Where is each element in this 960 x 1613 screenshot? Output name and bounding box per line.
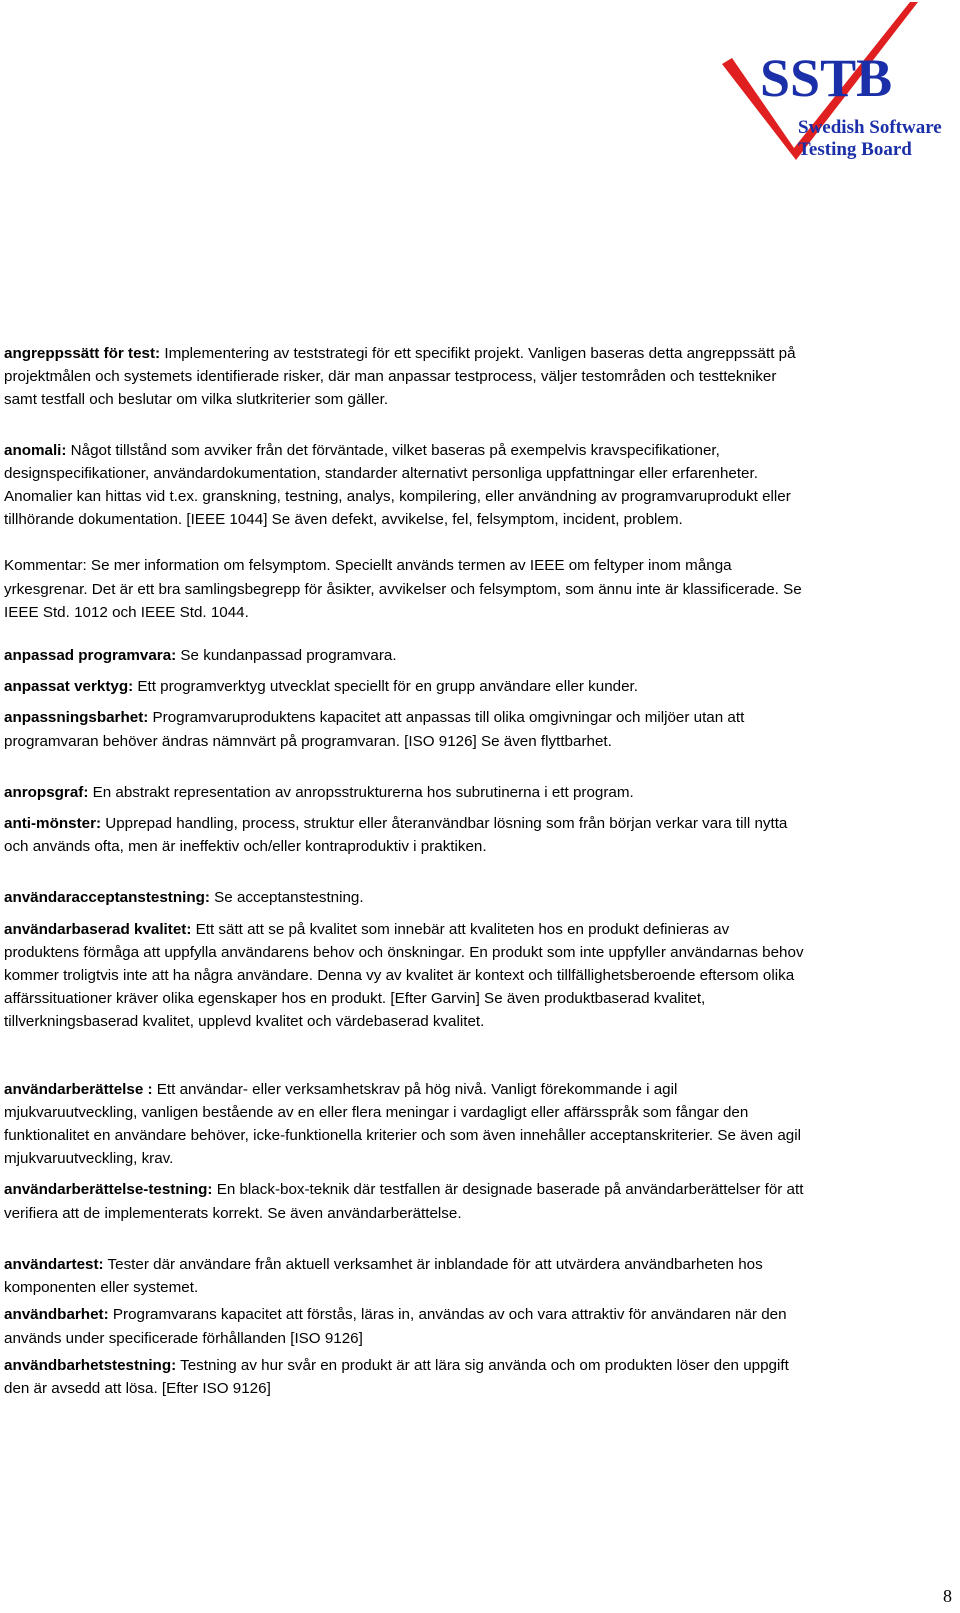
term: anpassad programvara: <box>4 647 177 665</box>
glossary-entry <box>4 554 804 624</box>
term: anropsgraf: <box>4 783 89 801</box>
term: användbarhetstestning: <box>4 1356 177 1374</box>
glossary-entry <box>4 812 804 858</box>
term: användbarhet: <box>4 1306 109 1324</box>
definition: Testning av hur svår en produkt är att lära sig använda och om produkten löser den uppgift den är avsedd att lösa. [Efter ISO 9126] <box>4 1356 789 1397</box>
glossary-entry <box>4 644 804 667</box>
glossary-entry <box>4 675 804 698</box>
glossary-entry <box>4 1178 804 1224</box>
glossary-entry <box>4 706 804 752</box>
glossary-entry <box>4 485 804 531</box>
checkmark-logo-graphic <box>722 0 956 170</box>
term: anpassningsbarhet: <box>4 709 149 727</box>
glossary-entry <box>4 1354 804 1400</box>
definition: Tester där användare från aktuell verksamhet är inblandade för att utvärdera användbarheten hos komponenten eller systemet. <box>4 1255 763 1297</box>
term: anpassat verktyg: <box>4 678 134 696</box>
definition: Se acceptanstestning. <box>209 889 364 907</box>
definition: Ett sätt att se på kvalitet som innebär att kvaliteten hos en produkt definieras av produktens förmåga att uppfylla användarens behov och önskningar. En produkt som inte uppfyller användarnas behov kommer troligtvis inte att ha några användare. Denna vy av kvalitet är kontext och tillfällighetsberoende eftersom olika affärssituationer kräver olika egenskaper hos en produkt. [Efter Garvin] Se även produktbaserad kvalitet, tillverkningsbaserad kvalitet, upplevd kvalitet och värdebaserad kvalitet. <box>4 920 804 1031</box>
definition: Programvaruproduktens kapacitet att anpassas till olika omgivningar och miljöer utan att programvaran behöver ändras nämnvärt på programvaran. [ISO 9126] Se även flyttbarhet. <box>4 709 745 750</box>
definition: Implementering av teststrategi för ett specifikt projekt. Vanligen baseras detta angreppssätt på projektmålen och systemets identifierade risker, där man anpassar testprocess, väljer testområden och testtekniker samt testfall och beslutar om vilka slutkriterier som gäller. <box>4 345 796 409</box>
definition: Något tillstånd som avviker från det förväntade, vilket baseras på exempelvis kravspecifikationer, designspecifikationer, användardokumentation, standarder alternativt personliga uppfattningar eller erfarenheter. <box>4 441 758 482</box>
glossary-entry <box>4 1253 804 1299</box>
definition: Ett programverktyg utvecklat speciellt för en grupp användare eller kunder. <box>133 678 638 696</box>
definition: Ett användar- eller verksamhetskrav på hög nivå. Vanligt förekommande i agil mjukvaruutveckling, vanligen bestående av en eller flera meningar i vardagligt eller affärsspråk som fångar den funktionalitet en användare behöver, icke-funktionella kriterier och som även innehåller acceptanskriterier. Se även agil mjukvaruutveckling, krav. <box>4 1080 801 1168</box>
term: användartest: <box>4 1255 104 1273</box>
term: användarberättelse : <box>4 1080 153 1098</box>
glossary-entry <box>4 1078 804 1171</box>
logo-line2: Testing Board <box>798 139 912 160</box>
definition: Programvarans kapacitet att förstås, läras in, användas av och vara attraktiv för användaren när den används under specificerade förhållanden [ISO 9126] <box>4 1306 787 1347</box>
term: angreppssätt för test: <box>4 345 161 362</box>
glossary-entry <box>4 1303 804 1349</box>
sstb-logo <box>722 0 956 170</box>
term: anti-mönster: <box>4 815 102 833</box>
glossary-entry <box>4 886 804 909</box>
glossary-entries <box>4 342 804 1400</box>
term: användarbaserad kvalitet: <box>4 920 192 938</box>
page-number: 8 <box>943 1586 952 1606</box>
glossary-entry <box>4 439 804 485</box>
definition: En black-box-teknik där testfallen är designade baserade på användarberättelser för att verifiera att de implementerats korrekt. Se även användarberättelse. <box>4 1181 804 1222</box>
definition: Upprepad handling, process, struktur eller återanvändbar lösning som från början verkar vara till nytta och används ofta, men är ineffektiv och/eller kontraproduktiv i praktiken. <box>4 815 788 856</box>
term: användarberättelse-testning: <box>4 1181 213 1199</box>
definition: Se kundanpassad programvara. <box>176 647 397 665</box>
definition: En abstrakt representation av anropsstrukturerna hos subrutinerna i ett program. <box>88 783 634 801</box>
glossary-entry <box>4 918 804 1034</box>
logo-line1: Swedish Software <box>798 117 942 138</box>
definition: Kommentar: Se mer information om felsymptom. Speciellt används termen av IEEE om feltyper inom många yrkesgrenar. Det är ett bra samlingsbegrepp för åsikter, avvikelser och felsymptom, som ännu inte är klassificerade. Se IEEE Std. 1012 och IEEE Std. 1044. <box>4 557 802 621</box>
glossary-entry <box>4 781 804 804</box>
definition: Anomalier kan hittas vid t.ex. granskning, testning, analys, kompilering, eller användning av programvaruprodukt eller tillhörande dokumentation. [IEEE 1044] Se även defekt, avvikelse, fel, felsymptom, incident, problem. <box>4 488 791 529</box>
glossary-entry <box>4 342 804 412</box>
logo-acronym: SSTB <box>760 48 893 108</box>
term: användaracceptanstestning: <box>4 889 210 907</box>
term: anomali: <box>4 441 67 459</box>
